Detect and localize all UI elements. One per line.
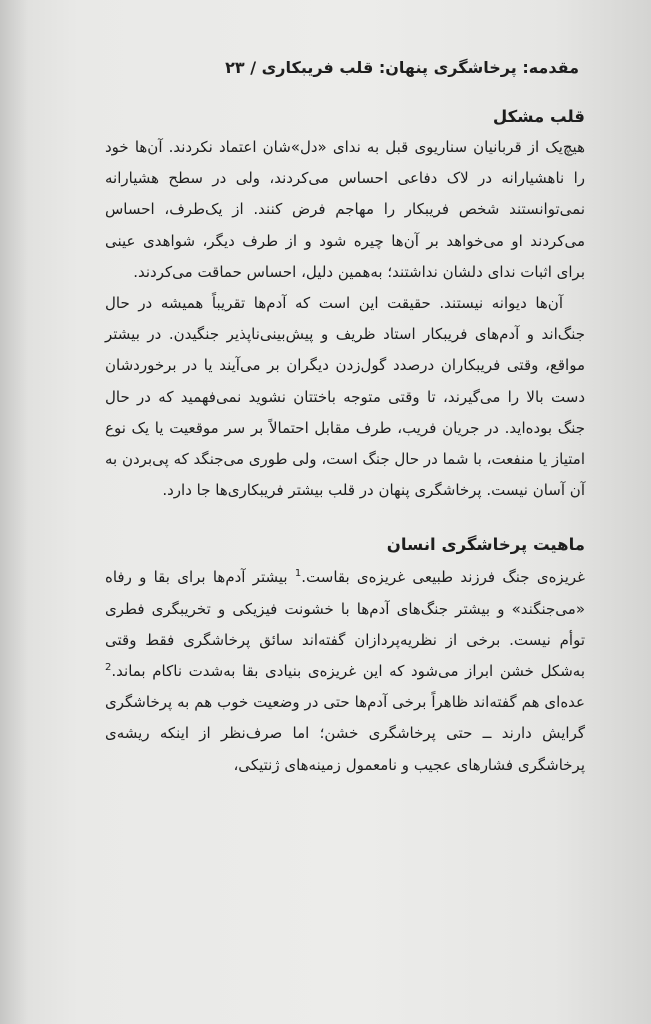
binding-shadow: [0, 0, 28, 1024]
paragraph: هیچ‌یک از قربانیان سناریوی قبل به ندای «دل»شان اعتماد نکردند. آن‌ها خود را ناهشیارانه در لاک دفاعی احساس می‌کردند، ولی در سطح هشیارانه نمی‌توانستند شخص فریبکار را مهاجم فرض کنند. از یک‌طرف، احساس می‌کردند او می‌خواهد بر آن‌ها چیره شود و از طرف دیگر، شواهدی عینی برای اثبات ندای دلشان نداشتند؛ به‌همین دلیل، احساس حماقت می‌کردند.: [105, 138, 585, 281]
paragraph: [105, 562, 585, 780]
section-heading-nature-of-aggression: ماهیت پرخاشگری انسان: [386, 535, 585, 555]
paragraph: آن‌ها دیوانه نیستند. حقیقت این است که آدم‌ها تقریباً همیشه در حال جنگ‌اند و آدم‌های فریبکار استاد ظریف و پیش‌بینی‌ناپذیر جنگیدن. در بیشتر مواقع، وقتی فریبکاران درصدد گول‌زدن دیگران بر می‌آیند یا در برخوردشان دست بالا را می‌گیرند، تا وقتی متوجه باختتان نشوید نمی‌فهمید که در حال جنگ بوده‌اید. در جریان فریب، طرف مقابل احتمالاً بر سر موقعیت یا یک نوع امتیاز یا منفعت، با شما در حال جنگ است، ولی طوری می‌جنگد که پی‌بردن به آن آسان نیست. پرخاشگری پنهان در قلب بیشتر فریبکاری‌ها جا دارد.: [105, 294, 585, 500]
page-body: [105, 104, 585, 781]
paragraph-text: غریزه‌ی جنگ فرزند طبیعی غریزه‌ی بقاست.: [301, 568, 586, 587]
paragraph-text: بیشتر آدم‌ها برای بقا و رفاه «می‌جنگند» و بیشتر جنگ‌های آدم‌ها با خشونت فیزیکی و تخریبگری فطری توأم نیست. برخی از نظریه‌پردازان گفته‌اند سائق پرخاشگری فقط وقتی به‌شکل خشن ابراز می‌شود که این غریزه‌ی بنیادی بقا به‌شدت ناکام بماند.: [105, 568, 585, 681]
footnote-marker: 2: [105, 662, 112, 674]
running-header: مقدمه: پرخاشگری پنهان: قلب فریبکاری / ۲۳: [225, 58, 579, 77]
section-heading-problem-core: قلب مشکل: [492, 107, 585, 126]
footnote-marker: 1: [294, 568, 302, 580]
paragraph-text: عده‌ای هم گفته‌اند ظاهراً برخی آدم‌ها حتی در وضعیت خوب هم به پرخاشگری گرایش دارند ــ حتی پرخاشگری خشن؛ اما صرف‌نظر از اینکه ریشه‌ی پرخاشگری فشارهای عجیب و نامعمول زمینه‌های ژنتیکی،: [105, 693, 585, 774]
